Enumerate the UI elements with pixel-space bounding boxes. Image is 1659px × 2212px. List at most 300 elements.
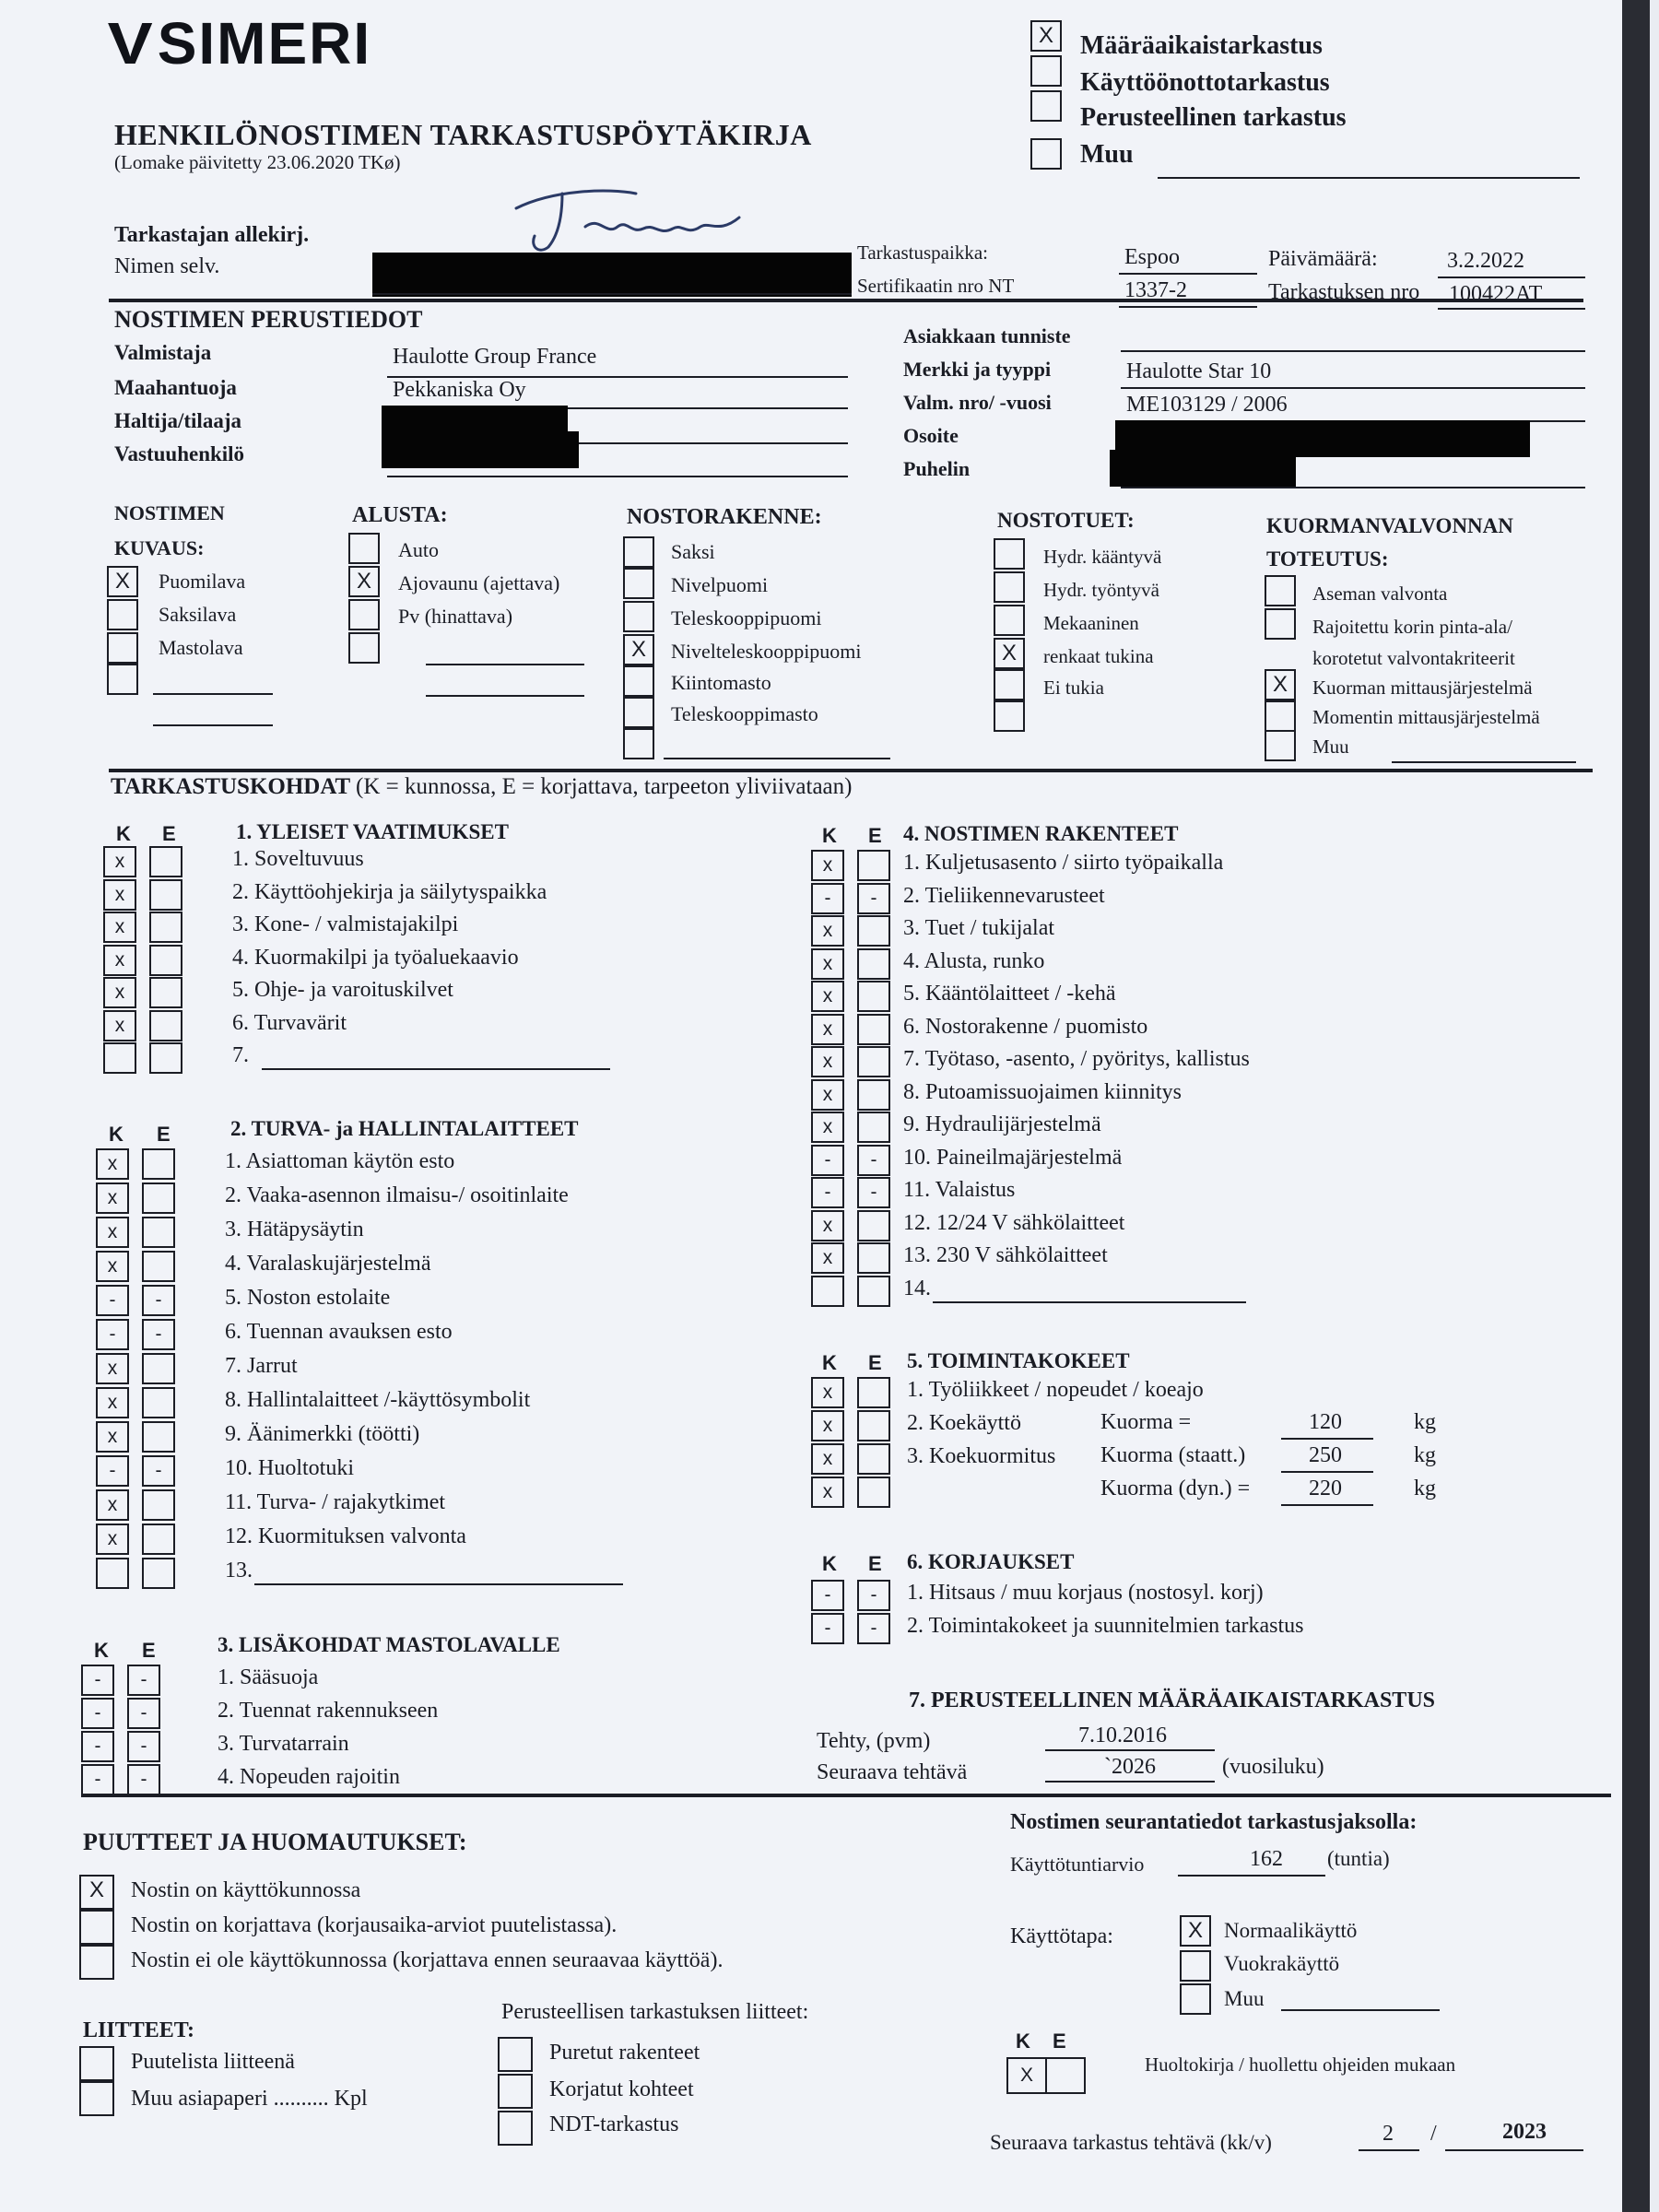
checkbox-korjatut[interactable] [498,2074,533,2109]
divider-remarks [81,1794,1611,1797]
e-checkbox[interactable] [857,1079,890,1111]
checkpoint-label: 1. Kuljetusasento / siirto työpaikalla [903,851,1224,875]
checkpoint-label: 2. Toimintakokeet ja suunnitelmien tarkastus [907,1614,1304,1638]
next-inspection-label: Seuraava tarkastus tehtävä (kk/v) [990,2131,1272,2154]
label-kuorman-mittaus: Kuorman mittausjärjestelmä [1312,677,1533,699]
s7-next-line [1045,1781,1215,1783]
k-checkbox[interactable] [96,1558,129,1589]
checkbox-ndt[interactable] [498,2111,533,2146]
checkpoint-label: 12. Kuormituksen valvonta [225,1524,466,1548]
e-checkbox[interactable] [142,1387,175,1418]
checkpoint-label: 3. Kone- / valmistajakilpi [232,912,459,936]
label-osoite: Osoite [903,424,959,447]
checkpoint-label: 7. Jarrut [225,1354,298,1378]
inspector-sign-label: Tarkastajan allekirj. [114,223,310,247]
checkbox-ei-kayttokunnossa[interactable] [79,1945,114,1980]
label-pv: Pv (hinattava) [398,605,513,628]
e-checkbox[interactable] [857,1014,890,1045]
e-checkbox[interactable] [857,1112,890,1143]
line-vastuuhenkilo [387,476,848,477]
checkbox-perusteellinen[interactable] [1030,90,1062,122]
usage-label: Käyttötapa: [1010,1924,1113,1948]
checkbox-desc-other[interactable] [107,664,138,695]
checkbox-mastolava[interactable] [107,632,138,664]
e-checkbox[interactable] [149,846,182,877]
label-kayttoonotto: Käyttöönottotarkastus [1080,68,1330,97]
label-vastuuhenkilo: Vastuuhenkilö [114,442,245,465]
desc-other-line [153,693,273,695]
load-unit: kg [1414,1477,1436,1500]
checkpoint-label: 14. [903,1276,931,1300]
simeri-logo: VSIMERI [107,10,372,76]
k-checkbox[interactable]: - [811,1580,844,1611]
s4-e-header: E [868,824,882,847]
e-checkbox[interactable] [149,1010,182,1041]
k-checkbox[interactable]: x [103,912,136,943]
place-value: Espoo [1124,245,1180,269]
k-checkbox[interactable]: x [96,1217,129,1248]
k-checkbox[interactable]: - [811,1613,844,1644]
line-asiakas [1121,350,1585,352]
checkpoint-label: 8. Hallintalaitteet /-käyttösymbolit [225,1388,531,1412]
k-checkbox[interactable]: - [811,1177,844,1208]
s1-title: 1. YLEISET VAATIMUKSET [236,820,509,843]
checkbox-ei-tukia[interactable] [994,669,1025,700]
hours-label: Käyttötuntiarvio [1010,1853,1145,1876]
value-merkki: Haulotte Star 10 [1126,359,1272,383]
place-label: Tarkastuspaikka: [857,241,988,264]
checkpoint-label: 6. Turvavärit [232,1010,347,1035]
s7-next-unit: (vuosiluku) [1222,1755,1324,1779]
checkbox-renkaat[interactable]: X [994,638,1025,669]
label-teleskooppipuomi: Teleskooppipuomi [671,606,822,629]
s6-e-header: E [868,1552,882,1575]
label-perusteellinen: Perusteellinen tarkastus [1080,103,1347,132]
e-checkbox[interactable] [857,1242,890,1274]
load-label: Kuorma (dyn.) = [1100,1477,1251,1500]
checkbox-lift-other[interactable] [623,728,654,759]
basic-info-heading: NOSTIMEN PERUSTIEDOT [114,306,423,333]
checkpoint-label: 10. Huoltotuki [225,1456,355,1480]
e-checkbox[interactable] [149,912,182,943]
k-checkbox[interactable]: x [811,948,844,980]
load-label: Kuorma = [1100,1410,1192,1434]
k-checkbox[interactable]: - [811,1145,844,1176]
e-checkbox[interactable] [142,1251,175,1282]
k-checkbox[interactable]: - [81,1698,114,1729]
e-checkbox[interactable] [857,1210,890,1241]
k-checkbox[interactable]: x [811,850,844,881]
load-control-title-1: KUORMANVALVONNAN [1266,514,1513,537]
checkbox-saksilava[interactable] [107,599,138,630]
checkbox-momentin-mittaus[interactable] [1265,700,1296,732]
checkpoint-label: 2. Koekäyttö [907,1411,1021,1435]
label-puretut: Puretut rakenteet [549,2041,700,2065]
checkpoint-label: 4. Kuormakilpi ja työaluekaavio [232,945,519,970]
load-unit: kg [1414,1410,1436,1434]
e-checkbox[interactable]: - [127,1665,160,1696]
checkpoint-label: 11. Valaistus [903,1178,1016,1202]
date-line [1438,276,1585,278]
label-mastolava: Mastolava [159,636,243,659]
checkbox-rajoitettu[interactable] [1265,608,1296,640]
label-ndt: NDT-tarkastus [549,2112,679,2136]
next-inspection-year: 2023 [1502,2120,1547,2144]
s7-done-value: 7.10.2016 [1078,1724,1167,1747]
checkbox-maaraaikais[interactable]: X [1030,20,1062,52]
checkpoint-label: 5. Kääntölaitteet / -kehä [903,982,1116,1006]
checkbox-ajovaunu[interactable]: X [348,566,380,597]
load-unit: kg [1414,1443,1436,1467]
checkbox-vuokrakaytto[interactable] [1180,1950,1211,1982]
k-checkbox[interactable]: x [811,1443,844,1475]
next-inspection-month: 2 [1382,2122,1394,2146]
next-month-line [1359,2149,1419,2151]
checkbox-hydr-kaantyva[interactable] [994,538,1025,570]
line-puhelin [1121,487,1585,488]
redacted-name [372,253,852,297]
blank-item-line [933,1301,1246,1303]
s7-title: 7. PERUSTEELLINEN MÄÄRÄAIKAISTARKASTUS [909,1688,1435,1712]
checkbox-kiintomasto[interactable] [623,665,654,697]
label-valmnro: Valm. nro/ -vuosi [903,391,1052,414]
checkbox-hydr-tyontyva[interactable] [994,571,1025,603]
label-valmistaja: Valmistaja [114,341,212,364]
label-korjatut: Korjatut kohteet [549,2077,694,2101]
checkbox-kayttoonotto[interactable] [1030,55,1062,87]
k-checkbox[interactable]: - [96,1285,129,1316]
k-checkbox[interactable]: x [96,1148,129,1180]
load-value-line [1281,1504,1373,1506]
checkpoint-label: 5. Ohje- ja varoituskilvet [232,978,453,1002]
label-merkki: Merkki ja tyyppi [903,358,1052,381]
form-title: HENKILÖNOSTIMEN TARKASTUSPÖYTÄKIRJA [114,118,812,151]
s7-next-value: `2026 [1104,1755,1156,1779]
k-checkbox[interactable]: x [103,846,136,877]
s7-done-label: Tehty, (pvm) [817,1729,931,1753]
label-mekaaninen: Mekaaninen [1043,612,1139,634]
load-control-title-2: TOTEUTUS: [1266,547,1389,571]
checkpoint-label: 8. Putoamissuojaimen kiinnitys [903,1079,1182,1104]
label-saksi: Saksi [671,540,715,563]
k-checkbox[interactable]: x [103,1010,136,1041]
usage-muu-line [1281,2009,1440,2011]
e-checkbox[interactable] [857,915,890,947]
e-checkbox[interactable]: - [857,1177,890,1208]
hours-line [1178,1875,1325,1877]
desc-title-2: KUVAUS: [114,536,205,559]
checkbox-korjattava[interactable] [79,1910,114,1945]
load-value-line [1281,1438,1373,1440]
k-checkbox[interactable]: x [811,1410,844,1441]
label-korotetut: korotetut valvontakriteerit [1312,647,1515,669]
label-puomilava: Puomilava [159,570,246,593]
name-label: Nimen selv. [114,254,220,278]
e-checkbox[interactable] [149,879,182,911]
redacted-vastuuhenkilo [382,431,579,468]
k-checkbox[interactable]: x [103,945,136,976]
label-muu-asiapaperi: Muu asiapaperi .......... Kpl [131,2087,368,2111]
checkpoint-label: 5. Noston estolaite [225,1286,391,1310]
number-label: Tarkastuksen nro [1268,280,1420,304]
divider-checkpoints [109,769,1593,772]
cert-value: 1337-2 [1124,278,1187,302]
checkbox-puutelista[interactable] [79,2046,114,2081]
e-checkbox[interactable] [142,1353,175,1384]
cert-label: Sertifikaatin nro NT [857,275,1015,297]
service-label: Huoltokirja / huollettu ohjeiden mukaan [1145,2053,1456,2076]
k-checkbox[interactable]: x [96,1182,129,1214]
label-haltija: Haltija/tilaaja [114,409,241,432]
checkbox-puretut[interactable] [498,2037,533,2072]
checkpoint-label: 1. Työliikkeet / nopeudet / koeajo [907,1378,1204,1402]
checkbox-saksi[interactable] [623,536,654,568]
checkbox-usage-muu[interactable] [1180,1983,1211,2015]
checkbox-kuorman-mittaus[interactable]: X [1265,669,1296,700]
e-checkbox[interactable]: - [127,1764,160,1795]
e-checkbox[interactable] [142,1558,175,1589]
checkpoint-label: 2. Käyttöohjekirja ja säilytyspaikka [232,879,547,904]
checkbox-mekaaninen[interactable] [994,605,1025,636]
checkbox-teleskooppimasto[interactable] [623,697,654,728]
load-value: 250 [1309,1443,1342,1467]
label-nivelpuomi: Nivelpuomi [671,573,769,596]
k-checkbox[interactable]: x [811,1014,844,1045]
e-checkbox[interactable] [142,1217,175,1248]
label-teleskooppimasto: Teleskooppimasto [671,702,818,725]
thorough-title: Perusteellisen tarkastuksen liitteet: [501,2000,809,2024]
e-checkbox[interactable]: - [142,1285,175,1316]
checkbox-pv[interactable] [348,599,380,630]
base-other-line [426,664,584,665]
checkpoint-label: 1. Hitsaus / muu korjaus (nostosyl. korj) [907,1581,1264,1605]
checkpoint-label: 9. Äänimerkki (töötti) [225,1422,420,1446]
checkpoint-label: 3. Tuet / tukijalat [903,916,1055,940]
label-muu-type: Muu [1080,140,1134,169]
checkbox-nivelteleskooppipuomi[interactable]: X [623,634,654,665]
s5-k-header: K [822,1351,837,1374]
checkpoint-label: 11. Turva- / rajakytkimet [225,1490,446,1514]
handwritten-signature [498,181,756,254]
e-checkbox[interactable] [857,1377,890,1408]
checkbox-kayttokunnossa[interactable]: X [79,1875,114,1910]
blank-item-line [262,1068,610,1070]
s7-done-line [1045,1749,1215,1751]
s5-title: 5. TOIMINTAKOKEET [907,1349,1130,1372]
checkbox-base-other[interactable] [348,632,380,664]
desc-title-1: NOSTIMEN [114,501,225,524]
e-checkbox[interactable] [857,1477,890,1508]
checkbox-auto[interactable] [348,533,380,564]
date-label: Päivämäärä: [1268,247,1378,271]
e-checkbox[interactable] [857,1410,890,1441]
e-checkbox[interactable] [142,1148,175,1180]
s1-e-header: E [162,822,176,845]
checkbox-puomilava[interactable]: X [107,566,138,597]
e-checkbox[interactable] [142,1524,175,1555]
service-e-box[interactable] [1045,2057,1086,2094]
k-checkbox[interactable]: x [96,1387,129,1418]
e-checkbox[interactable] [857,981,890,1012]
checkpoint-label: 13. 230 V sähkölaitteet [903,1243,1108,1267]
value-valmnro: ME103129 / 2006 [1126,393,1288,417]
checkbox-normaalikaytto[interactable]: X [1180,1915,1211,1947]
e-checkbox[interactable]: - [857,883,890,914]
name-line [372,293,852,295]
tracking-title: Nostimen seurantatiedot tarkastusjaksolla: [1010,1810,1418,1834]
k-checkbox[interactable]: - [96,1455,129,1487]
checkpoint-label: 1. Asiattoman käytön esto [225,1149,455,1173]
e-checkbox[interactable] [149,1042,182,1074]
e-checkbox[interactable]: - [857,1145,890,1176]
number-value: 100422AT [1449,282,1543,306]
load-value: 220 [1309,1477,1342,1500]
label-korjattava: Nostin on korjattava (korjausaika-arviot puutelistassa). [131,1913,618,1937]
label-normaalikaytto: Normaalikäyttö [1224,1919,1358,1942]
checkpoint-label: 9. Hydraulijärjestelmä [903,1112,1101,1136]
k-checkbox[interactable]: - [81,1731,114,1762]
load-muu-line [1392,761,1576,763]
k-checkbox[interactable] [811,1276,844,1307]
label-maahantuoja: Maahantuoja [114,376,237,399]
supports-title: NOSTOTUET: [997,509,1135,532]
base-other-line-2 [426,695,584,697]
label-ei-kayttokunnossa: Nostin ei ole käyttökunnossa (korjattava ennen seuraavaa käyttöä). [131,1948,724,1972]
k-checkbox[interactable]: x [811,1046,844,1077]
e-checkbox[interactable] [142,1182,175,1214]
checkbox-muu-asiapaperi[interactable] [79,2081,114,2116]
e-checkbox[interactable] [857,948,890,980]
s3-e-header: E [142,1639,156,1662]
checkbox-aseman-valvonta[interactable] [1265,575,1296,606]
blank-item-line [254,1583,623,1585]
e-checkbox[interactable]: - [857,1613,890,1644]
checkpoint-label: 4. Nopeuden rajoitin [218,1765,400,1789]
e-checkbox[interactable]: - [142,1319,175,1350]
k-checkbox[interactable]: x [811,1112,844,1143]
service-k-box[interactable]: X [1006,2057,1047,2094]
label-hydr-tyontyva: Hydr. työntyvä [1043,579,1159,601]
k-checkbox[interactable]: x [811,1377,844,1408]
checkpoint-label: 4. Varalaskujärjestelmä [225,1252,431,1276]
e-checkbox[interactable] [142,1489,175,1521]
label-ajovaunu: Ajovaunu (ajettava) [398,571,560,594]
k-checkbox[interactable]: x [96,1524,129,1555]
s6-title: 6. KORJAUKSET [907,1550,1075,1573]
label-renkaat: renkaat tukina [1043,645,1154,667]
e-checkbox[interactable] [142,1421,175,1453]
label-kiintomasto: Kiintomasto [671,671,771,694]
line-merkki [1121,387,1585,389]
k-checkbox[interactable]: x [96,1489,129,1521]
divider-top [109,299,1583,302]
k-checkbox[interactable]: x [103,977,136,1008]
next-inspection-separator: / [1430,2122,1437,2146]
k-checkbox[interactable]: x [96,1353,129,1384]
checkpoint-label: 7. Työtaso, -asento, / pyöritys, kallistus [903,1047,1250,1071]
attachments-title: LIITTEET: [83,2018,194,2042]
e-checkbox[interactable] [857,1276,890,1307]
load-value-line [1281,1471,1373,1473]
k-checkbox[interactable]: - [81,1764,114,1795]
checkpoint-label: 13. [225,1559,253,1583]
label-asiakas: Asiakkaan tunniste [903,324,1071,347]
k-checkbox[interactable]: - [811,883,844,914]
checkbox-muu-type[interactable] [1030,138,1062,170]
base-title: ALUSTA: [352,503,448,527]
label-kayttokunnossa: Nostin on käyttökunnossa [131,1878,361,1902]
s7-next-label: Seuraava tehtävä [817,1760,968,1784]
k-checkbox[interactable]: x [103,879,136,911]
value-maahantuoja: Pekkaniska Oy [393,378,526,402]
s3-title: 3. LISÄKOHDAT MASTOLAVALLE [218,1633,560,1656]
e-checkbox[interactable]: - [127,1731,160,1762]
k-checkbox[interactable]: x [96,1421,129,1453]
e-checkbox[interactable]: - [857,1580,890,1611]
label-vuokrakaytto: Vuokrakäyttö [1224,1952,1340,1975]
k-checkbox[interactable]: x [811,915,844,947]
place-line [1119,273,1257,275]
label-saksilava: Saksilava [159,603,237,626]
service-e-header: E [1053,2030,1066,2053]
e-checkbox[interactable]: - [142,1455,175,1487]
k-checkbox[interactable]: x [96,1251,129,1282]
e-checkbox[interactable] [857,1443,890,1475]
e-checkbox[interactable]: - [127,1698,160,1729]
e-checkbox[interactable] [857,850,890,881]
k-checkbox[interactable] [103,1042,136,1074]
checkbox-supports-other[interactable] [994,700,1025,732]
e-checkbox[interactable] [149,977,182,1008]
checkbox-nivelpuomi[interactable] [623,568,654,599]
lift-other-line [664,758,890,759]
s6-k-header: K [822,1552,837,1575]
checkbox-teleskooppipuomi[interactable] [623,601,654,632]
e-checkbox[interactable] [149,945,182,976]
s4-k-header: K [822,824,837,847]
label-puhelin: Puhelin [903,457,971,480]
label-hydr-kaantyva: Hydr. kääntyvä [1043,546,1162,568]
hours-unit: (tuntia) [1327,1847,1390,1870]
checkpoint-label: 3. Hätäpysäytin [225,1218,364,1241]
checkbox-load-muu[interactable] [1265,730,1296,761]
checkpoint-label: 2. Tieliikennevarusteet [903,883,1105,908]
label-momentin-mittaus: Momentin mittausjärjestelmä [1312,706,1540,728]
k-checkbox[interactable]: - [81,1665,114,1696]
checkpoint-label: 6. Tuennan avauksen esto [225,1320,453,1344]
k-checkbox[interactable]: x [811,1242,844,1274]
e-checkbox[interactable] [857,1046,890,1077]
label-rajoitettu: Rajoitettu korin pinta-ala/ [1312,616,1512,638]
k-checkbox[interactable]: x [811,981,844,1012]
k-checkbox[interactable]: - [96,1319,129,1350]
lift-structure-title: NOSTORAKENNE: [627,505,822,529]
label-puutelista: Puutelista liitteenä [131,2050,295,2074]
date-value: 3.2.2022 [1447,249,1524,273]
k-checkbox[interactable]: x [811,1079,844,1111]
muu-type-line [1158,177,1580,179]
next-year-line [1445,2149,1583,2151]
s3-k-header: K [94,1639,109,1662]
checkpoint-label: 1. Soveltuvuus [232,847,364,871]
label-auto: Auto [398,538,439,561]
label-aseman-valvonta: Aseman valvonta [1312,582,1448,605]
k-checkbox[interactable]: x [811,1210,844,1241]
service-k-header: K [1016,2030,1030,2053]
label-ei-tukia: Ei tukia [1043,677,1104,699]
checkpoint-label: 3. Koekuormitus [907,1444,1056,1468]
k-checkbox[interactable]: x [811,1477,844,1508]
